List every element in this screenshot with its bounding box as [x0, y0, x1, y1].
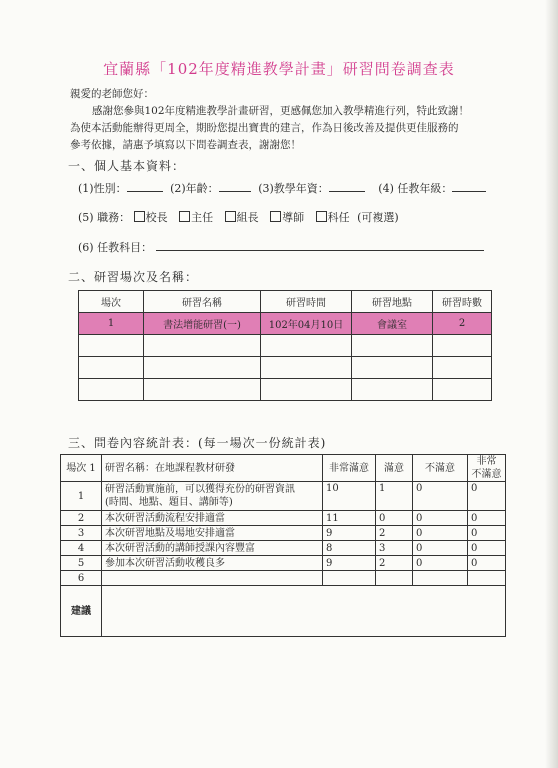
table-row: 3 本次研習地點及場地安排適當 9 2 0 0	[61, 526, 506, 541]
cell: 書法增能研習(一)	[144, 313, 261, 335]
intro-line-3: 參考依據，請惠予填寫以下問卷調查表，謝謝您！	[70, 139, 301, 151]
page-title: 宜蘭縣「102年度精進教學計畫」研習問卷調查表	[103, 60, 455, 78]
duty-option-section-chief[interactable]: 組長	[225, 211, 259, 224]
session-label: 場次 1	[61, 455, 102, 482]
table-row	[79, 357, 492, 379]
suggestion-label: 建議	[61, 586, 102, 637]
cell: 2	[433, 313, 492, 335]
duty-note: (可複選)	[357, 211, 399, 224]
scan-edge	[545, 0, 558, 768]
table-row: 4 本次研習活動的講師授課內容豐富 8 3 0 0	[61, 541, 506, 556]
table-row: 5 參加本次研習活動收穫良多 9 2 0 0	[61, 556, 506, 571]
table-row	[79, 335, 492, 357]
grade-label: (4) 任教年級：	[378, 182, 453, 195]
duty-label: (5) 職務：	[78, 211, 131, 224]
session-table-header	[79, 291, 492, 313]
age-field[interactable]	[219, 180, 251, 192]
col-hours: 研習時數	[433, 291, 492, 313]
question: 研習活動實施前，可以獲得充份的研習資訊 (時間、地點、題目、講師等)	[102, 482, 323, 511]
subject-row	[78, 239, 484, 255]
col-location: 研習地點	[352, 291, 433, 313]
intro-line-2: 為使本活動能辦得更周全，期盼您提出寶貴的建言，作為日後改善及提供更佳服務的	[70, 122, 459, 134]
suggestion-row	[61, 586, 506, 637]
subject-field[interactable]	[156, 239, 484, 251]
col-name: 研習名稱	[144, 291, 261, 313]
session-table	[78, 290, 492, 401]
checkbox-icon	[179, 211, 190, 222]
gender-field[interactable]	[127, 180, 163, 192]
checkbox-icon	[316, 211, 327, 222]
years-label: (3)教學年資：	[258, 182, 329, 195]
table-row	[79, 379, 492, 401]
col-session: 場次	[79, 291, 144, 313]
duty-option-homeroom[interactable]: 導師	[270, 211, 304, 224]
section2-heading: 二、研習場次及名稱：	[68, 270, 199, 284]
survey-table	[60, 454, 506, 637]
table-row	[79, 313, 492, 335]
subject-label: (6) 任教科目：	[78, 241, 153, 254]
table-row: 1 研習活動實施前，可以獲得充份的研習資訊 (時間、地點、題目、講師等) 10 1 0 0	[61, 482, 506, 511]
table-row: 2 本次研習活動流程安排適當 11 0 0 0	[61, 511, 506, 526]
table-row: 6	[61, 571, 506, 586]
cell: 會議室	[352, 313, 433, 335]
age-label: (2)年齡：	[170, 182, 219, 195]
suggestion-field[interactable]	[102, 586, 506, 637]
checkbox-icon	[270, 211, 281, 222]
survey-table-header	[61, 455, 506, 482]
greeting: 親愛的老師您好：	[70, 88, 154, 100]
years-field[interactable]	[329, 180, 365, 192]
col-very-unsatisfied: 非常 不滿意	[468, 455, 506, 482]
duty-option-subject-teacher[interactable]: 科任	[316, 211, 350, 224]
section1-heading: 一、個人基本資料：	[68, 159, 186, 173]
col-unsatisfied: 不滿意	[413, 455, 468, 482]
gender-label: (1)性別：	[78, 182, 127, 195]
course-name-label: 研習名稱：在地課程教材研發	[102, 455, 323, 482]
basic-info-row-1	[78, 180, 486, 196]
section3-heading: 三、問卷內容統計表：(每一場次一份統計表)	[68, 436, 327, 450]
duty-row	[78, 209, 399, 225]
checkbox-icon	[225, 211, 236, 222]
intro-line-1: 感謝您參與102年度精進教學計畫研習，更感佩您加入教學精進行列，特此致謝！	[92, 105, 470, 117]
cell: 102年04月10日	[261, 313, 352, 335]
grade-field[interactable]	[452, 180, 486, 192]
cell: 1	[79, 313, 144, 335]
col-very-satisfied: 非常滿意	[323, 455, 376, 482]
col-time: 研習時間	[261, 291, 352, 313]
duty-option-director[interactable]: 主任	[179, 211, 213, 224]
col-satisfied: 滿意	[376, 455, 413, 482]
duty-option-principal[interactable]: 校長	[134, 211, 168, 224]
checkbox-icon	[134, 211, 145, 222]
